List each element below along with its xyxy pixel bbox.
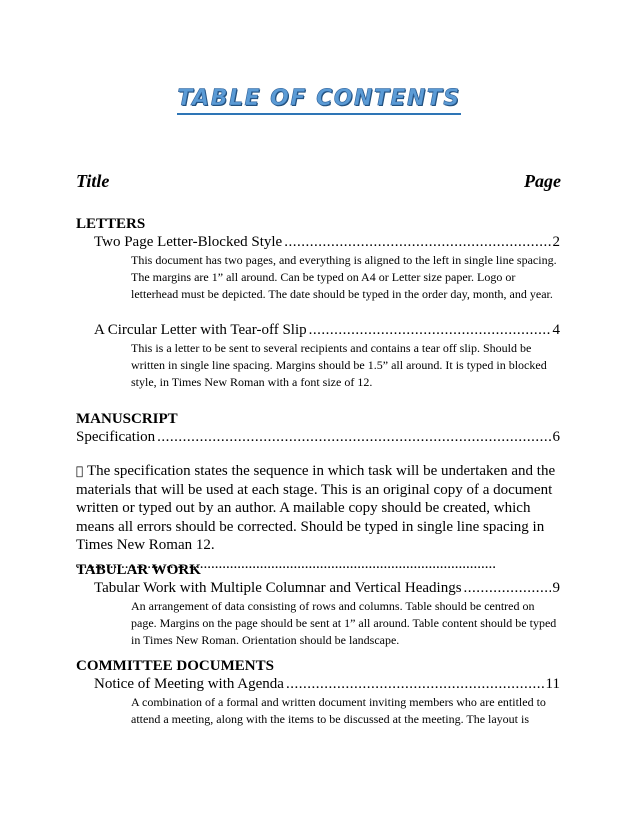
toc-entry-page: 6 xyxy=(552,429,560,445)
title-area xyxy=(0,86,638,115)
section-manuscript xyxy=(76,410,560,574)
toc-entry-label: Two Page Letter-Blocked Style xyxy=(94,234,283,250)
column-page-label: Page xyxy=(524,171,561,191)
section-heading: LETTERS xyxy=(76,216,146,232)
toc-entry-circular-letter[interactable] xyxy=(76,321,560,339)
section-heading: TABULAR WORK xyxy=(76,562,201,578)
bullet-icon xyxy=(76,464,83,478)
section-committee-documents xyxy=(76,657,560,728)
toc-entry-label: Specification xyxy=(76,429,156,445)
dot-leader xyxy=(464,579,551,597)
toc-entry-description: This document has two pages, and everything is aligned to the left in single line spacing. The margins are 1” all around. Can be typed on A4 or Letter size paper. Logo or letterhead must be depicted. The date should be typed in the order day, month, and year. xyxy=(131,253,557,301)
specification-text: The specification states the sequence in which task will be undertaken and the materials that will be used at each stage. This is an original copy of a document written or typed out by an author. A mailable copy should be created, which means all errors should be corrected. Should be typed in single line spacing in Times New Roman 12. xyxy=(76,463,553,554)
toc-entry-page: 2 xyxy=(552,234,560,250)
toc-entry-two-page-letter[interactable] xyxy=(76,233,560,251)
toc-entry-page: 4 xyxy=(552,322,560,338)
dot-leader xyxy=(284,233,550,251)
column-title-label: Title xyxy=(76,171,110,191)
toc-entry-specification[interactable] xyxy=(76,428,560,446)
section-letters xyxy=(76,215,560,391)
section-heading: COMMITTEE DOCUMENTS xyxy=(76,658,274,674)
toc-entry-label: A Circular Letter with Tear-off Slip xyxy=(94,322,307,338)
dot-leader xyxy=(157,428,550,446)
toc-entry-page: 11 xyxy=(545,676,560,692)
toc-entry-tabular-work[interactable] xyxy=(76,579,560,597)
specification-paragraph xyxy=(76,462,560,574)
toc-entry-description: An arrangement of data consisting of rows and columns. Table should be centred on page. Margins on the page should be sent at 1” all around. Table content should be typed in Times New Roman. Orientation should be landscape. xyxy=(131,599,557,647)
section-heading: MANUSCRIPT xyxy=(76,411,178,427)
toc-entry-page: 9 xyxy=(552,580,560,596)
section-tabular-work xyxy=(76,561,560,649)
toc-entry-description: A combination of a formal and written document inviting members who are entitled to attend a meeting, along with the items to be discussed at the meeting. The layout is xyxy=(131,695,546,726)
dot-leader xyxy=(309,321,551,339)
toc-entry-label: Notice of Meeting with Agenda xyxy=(94,676,284,692)
toc-entry-label: Tabular Work with Multiple Columnar and Vertical Headings xyxy=(94,580,462,596)
page-title: TABLE OF CONTENTS xyxy=(177,86,460,115)
toc-entry-description: This is a letter to be sent to several recipients and contains a tear off slip. Should be written in single line spacing. Margins should be 1.5” all around. It is typed in blocked style, in Times New Roman with a font size of 12. xyxy=(131,341,547,389)
dot-leader xyxy=(286,675,544,693)
toc-entry-notice-of-meeting[interactable] xyxy=(76,675,560,693)
